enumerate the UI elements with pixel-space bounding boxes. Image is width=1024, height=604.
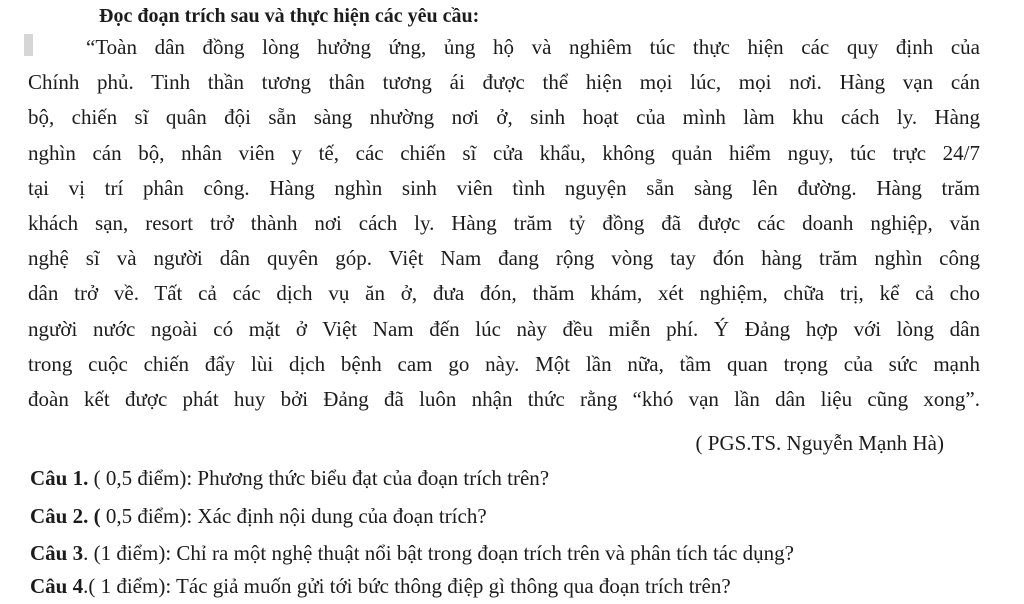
passage-line: đoàn kết được phát huy bởi Đảng đã luôn nhận thức rằng “khó vạn lần dân liệu cũng xong”. [28, 386, 980, 411]
question-text: .( 1 điểm): Tác giả muốn gửi tới bức thông điệp gì thông qua đoạn trích trên? [83, 574, 731, 598]
passage-line: dân trở về. Tất cả các dịch vụ ăn ở, đưa đón, thăm khám, xét nghiệm, chữa trị, kể cả cho [28, 281, 980, 306]
question-1 [30, 463, 549, 493]
question-text: ( 0,5 điểm): Phương thức biểu đạt của đoạn trích trên? [88, 466, 550, 490]
question-3 [30, 538, 794, 568]
passage-line: Chính phủ. Tinh thần tương thân tương ái được thể hiện mọi lúc, mọi nơi. Hàng vạn cán [28, 70, 980, 95]
question-label: Câu 1. [30, 466, 89, 490]
question-2 [30, 501, 487, 531]
passage-line: người nước ngoài có mặt ở Việt Nam đến lúc này đều miễn phí. Ý Đảng hợp với lòng dân [28, 316, 980, 341]
passage-line: bộ, chiến sĩ quân đội sẵn sàng nhường nơi ở, sinh hoạt của mình làm khu cách ly. Hàng [28, 105, 980, 130]
question-label: Câu 2. ( [30, 504, 101, 528]
excerpt-passage [28, 30, 980, 417]
question-label: Câu 4 [30, 574, 84, 598]
passage-line: trong cuộc chiến đẩy lùi dịch bệnh cam go này. Một lần nữa, tầm quan trọng của sức mạnh [28, 351, 980, 376]
passage-line: nghệ sĩ và người dân quyên góp. Việt Nam đang rộng vòng tay đón hàng trăm nghìn công [28, 246, 980, 271]
source-attribution: ( PGS.TS. Nguyễn Mạnh Hà) [695, 431, 944, 455]
passage-line: nghìn cán bộ, nhân viên y tế, các chiến sĩ cửa khẩu, không quản hiểm nguy, túc trực 24/7 [28, 140, 980, 165]
question-text: . (1 điểm): Chỉ ra một nghệ thuật nổi bật trong đoạn trích trên và phân tích tác dụng? [83, 541, 795, 565]
question-4 [30, 571, 731, 601]
question-label: Câu 3 [30, 541, 84, 565]
question-text: 0,5 điểm): Xác định nội dung của đoạn trích? [100, 504, 487, 528]
passage-line: khách sạn, resort trở thành nơi cách ly. Hàng trăm tỷ đồng đã được các doanh nghiệp, văn [28, 210, 980, 235]
passage-line: “Toàn dân đồng lòng hưởng ứng, ủng hộ và nghiêm túc thực hiện các quy định của [86, 35, 980, 59]
passage-line: tại vị trí phân công. Hàng nghìn sinh viên tình nguyện sẵn sàng lên đường. Hàng trăm [28, 175, 980, 200]
instruction-heading: Đọc đoạn trích sau và thực hiện các yêu cầu: [99, 5, 480, 27]
